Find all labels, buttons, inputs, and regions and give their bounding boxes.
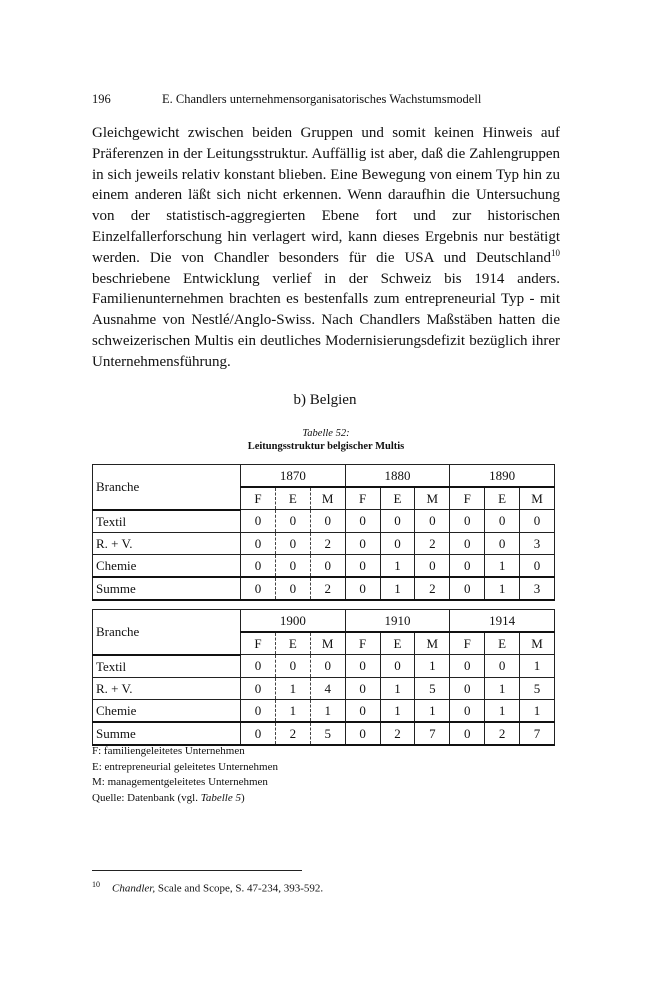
table-year-header-row	[93, 610, 555, 633]
table-cell: 0	[345, 554, 380, 577]
table-cell: 0	[520, 510, 555, 533]
table-sum-row	[93, 577, 555, 600]
footnote-author: Chandler,	[112, 882, 156, 895]
body-paragraph	[92, 123, 560, 373]
table-cell: 0	[241, 677, 276, 699]
sub-header-m: M	[520, 487, 555, 510]
year-header: 1910	[345, 610, 450, 633]
table-year-header-row	[93, 465, 555, 488]
sum-cell: 2	[485, 722, 520, 745]
table-cell: 0	[380, 532, 415, 554]
table-cell: 0	[485, 510, 520, 533]
sub-header-f: F	[241, 632, 276, 655]
table-cell: 2	[310, 532, 345, 554]
sub-header-f: F	[345, 487, 380, 510]
running-header	[92, 92, 492, 107]
table-sum-row	[93, 722, 555, 745]
sum-cell: 5	[310, 722, 345, 745]
sum-cell: 0	[450, 722, 485, 745]
table-cell: 0	[241, 699, 276, 722]
table-cell: 1	[485, 677, 520, 699]
legend-e: E: entrepreneurial geleitetes Unternehmen	[92, 760, 278, 773]
sum-cell: 3	[520, 577, 555, 600]
legend-f: F: familiengeleitetes Unternehmen	[92, 745, 245, 757]
table-cell: 0	[450, 677, 485, 699]
running-title: E. Chandlers unternehmensorganisatorisches Wachstumsmodell	[162, 92, 482, 106]
footnote-divider	[92, 870, 302, 871]
table-cell: 0	[275, 510, 310, 533]
table-cell: 0	[485, 532, 520, 554]
table-cell: 0	[275, 532, 310, 554]
sub-header-e: E	[275, 487, 310, 510]
table-cell: 0	[345, 510, 380, 533]
sub-header-m: M	[310, 632, 345, 655]
row-label: Chemie	[93, 699, 241, 722]
table-cell: 0	[310, 554, 345, 577]
table-cell: 2	[415, 532, 450, 554]
table-cell: 3	[520, 532, 555, 554]
sub-header-m: M	[415, 487, 450, 510]
sub-header-m: M	[415, 632, 450, 655]
table-cell: 0	[380, 655, 415, 678]
sub-header-f: F	[450, 632, 485, 655]
year-header: 1880	[345, 465, 450, 488]
table-cell: 0	[450, 532, 485, 554]
sum-cell: 0	[345, 577, 380, 600]
table-legend	[92, 744, 492, 806]
year-header: 1914	[450, 610, 555, 633]
table-cell: 0	[345, 699, 380, 722]
sub-header-e: E	[485, 632, 520, 655]
sum-cell: 2	[380, 722, 415, 745]
sum-cell: 7	[520, 722, 555, 745]
sub-header-f: F	[241, 487, 276, 510]
table-row	[93, 699, 555, 722]
sub-header-f: F	[345, 632, 380, 655]
year-header: 1890	[450, 465, 555, 488]
table-cell: 0	[450, 510, 485, 533]
sub-header-m: M	[310, 487, 345, 510]
sum-cell: 0	[450, 577, 485, 600]
sum-cell: 2	[310, 577, 345, 600]
table-cell: 1	[485, 699, 520, 722]
table-cell: 0	[450, 699, 485, 722]
table-cell: 1	[485, 554, 520, 577]
branche-header: Branche	[93, 465, 241, 510]
year-header: 1900	[241, 610, 346, 633]
year-header: 1870	[241, 465, 346, 488]
leadership-table-1900-1914	[92, 609, 555, 746]
table-cell: 4	[310, 677, 345, 699]
sum-cell: 0	[275, 577, 310, 600]
table-cell: 0	[380, 510, 415, 533]
footnote	[92, 880, 560, 895]
table-cell: 0	[415, 554, 450, 577]
sum-cell: 2	[275, 722, 310, 745]
table-caption-title: Leitungsstruktur belgischer Multis	[247, 441, 405, 452]
paragraph-text-part2: beschriebene Entwicklung verlief in der Schweiz bis 1914 anders. Familienunternehmen brachten es bestenfalls zum entrepreneurial Typ - mit Ausnahme von Nestlé/Anglo-Swiss. Nach Chandlers Maßstäben hatten die schweizerischen Multis ein deutliches Modernisierungsdefizit bezüglich ihrer Unternehmensführung.	[92, 270, 560, 370]
table-cell: 1	[380, 554, 415, 577]
table-row	[93, 510, 555, 533]
source-prefix: Quelle: Datenbank (vgl.	[92, 791, 201, 804]
page-number: 196	[92, 92, 111, 106]
table-cell: 0	[241, 655, 276, 678]
row-label: R. + V.	[93, 532, 241, 554]
table-row	[93, 677, 555, 699]
sub-header-e: E	[380, 632, 415, 655]
table-caption-label: Tabelle 52:	[302, 428, 350, 439]
branche-header: Branche	[93, 610, 241, 655]
row-label: Textil	[93, 655, 241, 678]
sum-cell: 0	[241, 722, 276, 745]
section-heading: b) Belgien	[293, 392, 357, 408]
table-cell: 0	[275, 655, 310, 678]
legend-source	[92, 791, 492, 807]
table-cell: 0	[310, 510, 345, 533]
sub-header-e: E	[485, 487, 520, 510]
row-label: Textil	[93, 510, 241, 533]
leadership-table-1870-1890	[92, 464, 555, 601]
table-cell: 0	[310, 655, 345, 678]
table-cell: 5	[520, 677, 555, 699]
table-cell: 1	[520, 699, 555, 722]
table-cell: 0	[241, 510, 276, 533]
table-row	[93, 532, 555, 554]
sub-header-e: E	[380, 487, 415, 510]
sub-header-f: F	[450, 487, 485, 510]
sub-header-m: M	[520, 632, 555, 655]
sum-label: Summe	[93, 722, 241, 745]
table-cell: 0	[241, 554, 276, 577]
sum-label: Summe	[93, 577, 241, 600]
sum-cell: 1	[485, 577, 520, 600]
table-cell: 1	[520, 655, 555, 678]
table-cell: 1	[380, 699, 415, 722]
table-cell: 0	[450, 554, 485, 577]
table-row	[93, 655, 555, 678]
table-cell: 0	[345, 655, 380, 678]
table-cell: 1	[415, 699, 450, 722]
table-cell: 1	[275, 699, 310, 722]
table-cell: 5	[415, 677, 450, 699]
table-cell: 1	[415, 655, 450, 678]
source-reference[interactable]: Tabelle 5	[200, 791, 241, 804]
legend-m: M: managementgeleitetes Unternehmen	[92, 776, 268, 788]
table-cell: 0	[345, 677, 380, 699]
table-cell: 0	[241, 532, 276, 554]
table-cell: 0	[520, 554, 555, 577]
row-label: Chemie	[93, 554, 241, 577]
table-cell: 0	[485, 655, 520, 678]
sum-cell: 7	[415, 722, 450, 745]
sub-header-e: E	[275, 632, 310, 655]
sum-cell: 0	[345, 722, 380, 745]
sum-cell: 0	[241, 577, 276, 600]
table-cell: 0	[415, 510, 450, 533]
sum-cell: 1	[380, 577, 415, 600]
source-suffix: )	[241, 791, 245, 804]
footnote-text: Scale and Scope, S. 47-234, 393-592.	[155, 882, 324, 895]
sum-cell: 2	[415, 577, 450, 600]
table-cell: 1	[310, 699, 345, 722]
table-cell: 1	[275, 677, 310, 699]
table-cell: 0	[275, 554, 310, 577]
table-row	[93, 554, 555, 577]
footnote-marker: 10	[92, 880, 100, 889]
paragraph-text-part1: Gleichgewicht zwischen beiden Gruppen und somit keinen Hinweis auf Präferenzen in der Leitungsstruktur. Auffällig ist aber, daß die Zahlengruppen in sich jeweils relativ konstant blieben. Eine Bewegung von einem Typ hin zu einem anderen läßt sich nicht erkennen. Wenn daraufhin die Untersuchung von der statistisch-aggregierten Ebene fort und zur historischen Einzelfallerforschung hin verlagert wird, kann dieses Ergebnis nur bestätigt werden. Die von Chandler besonders für die USA und Deutschland	[92, 125, 560, 266]
table-caption	[92, 427, 560, 453]
table-cell: 0	[345, 532, 380, 554]
table-cell: 0	[450, 655, 485, 678]
table-cell: 1	[380, 677, 415, 699]
footnote-reference[interactable]: 10	[551, 247, 560, 258]
row-label: R. + V.	[93, 677, 241, 699]
